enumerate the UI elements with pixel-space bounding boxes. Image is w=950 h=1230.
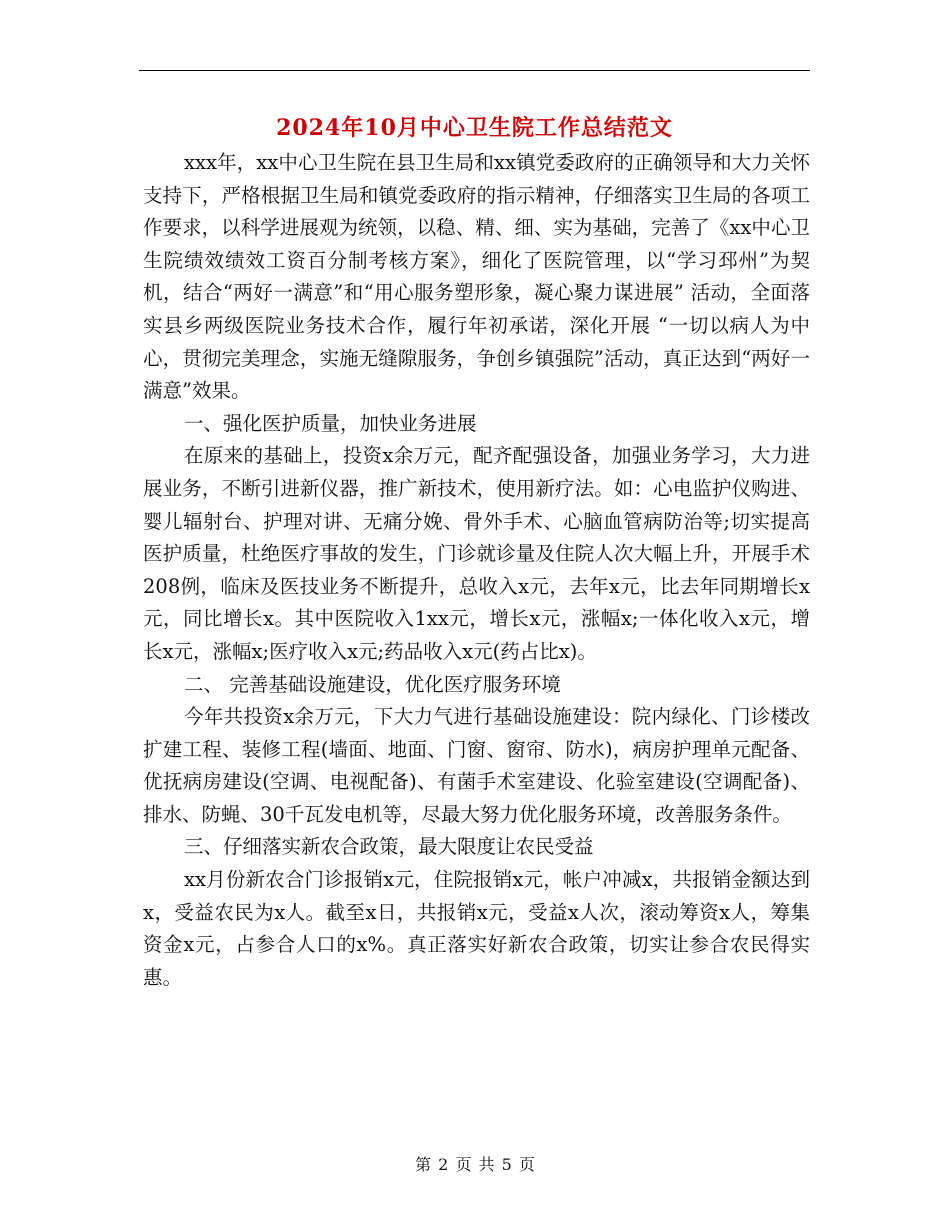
document-title: 2024年10月中心卫生院工作总结范文: [276, 115, 673, 141]
section-heading-1: 一、强化医护质量，加快业务进展: [184, 411, 477, 435]
paragraph-intro: xxx年，xx中心卫生院在县卫生局和xx镇党委政府的正确领导和大力关怀支持下，严格根据卫生局和镇党委政府的指示精神，仔细落实卫生局的各项工作要求，以科学进展观为统领，以稳、精、细、实为基础，完善了《xx中心卫生院绩效绩效工资百分制考核方案》，细化了医院管理，以“学习邳州”为契机，结合“两好一满意”和“用心服务塑形象，凝心聚力谋进展” 活动，全面落实县乡两级医院业务技术合作，履行年初承诺，深化开展 “一切以病人为中心，贯彻完美理念，实施无缝隙服务，争创乡镇强院”活动，真正达到“两好一满意”效果。: [143, 151, 810, 403]
paragraph-section-3: xx月份新农合门诊报销x元，住院报销x元，帐户冲减x，共报销金额达到x，受益农民为x人。截至x日，共报销x元，受益x人次，滚动筹资x人，筹集资金x元，占参合人口的x%。真正落实好新农合政策，切实让参合农民得实惠。: [143, 868, 810, 989]
page-number: 第 2 页 共 5 页: [415, 1155, 535, 1174]
section-heading-2: 二、 完善基础设施建设，优化医疗服务环境: [184, 672, 561, 696]
header-rule: [139, 70, 810, 71]
paragraph-section-1: 在原来的基础上，投资x余万元，配齐配强设备，加强业务学习，大力进展业务，不断引进新仪器，推广新技术，使用新疗法。如：心电监护仪购进、婴儿辐射台、护理对讲、无痛分娩、骨外手术、心脑血管病防治等;切实提高医护质量，杜绝医疗事故的发生，门诊就诊量及住院人次大幅上升，开展手术208例，临床及医技业务不断提升，总收入x元，去年x元，比去年同期增长x元，同比增长x。其中医院收入1xx元，增长x元，涨幅x;一体化收入x元，增长x元，涨幅x;医疗收入x元;药品收入x元(药占比x)。: [143, 444, 810, 663]
document-body: [143, 147, 810, 994]
section-heading-3: 三、仔细落实新农合政策，最大限度让农民受益: [184, 835, 594, 859]
paragraph-section-2: 今年共投资x余万元，下大力气进行基础设施建设：院内绿化、门诊楼改扩建工程、装修工程(墙面、地面、门窗、窗帘、防水)，病房护理单元配备、优抚病房建设(空调、电视配备)、有菌手术室建设、化验室建设(空调配备)、排水、防蝇、30千瓦发电机等，尽最大努力优化服务环境，改善服务条件。: [143, 705, 810, 826]
